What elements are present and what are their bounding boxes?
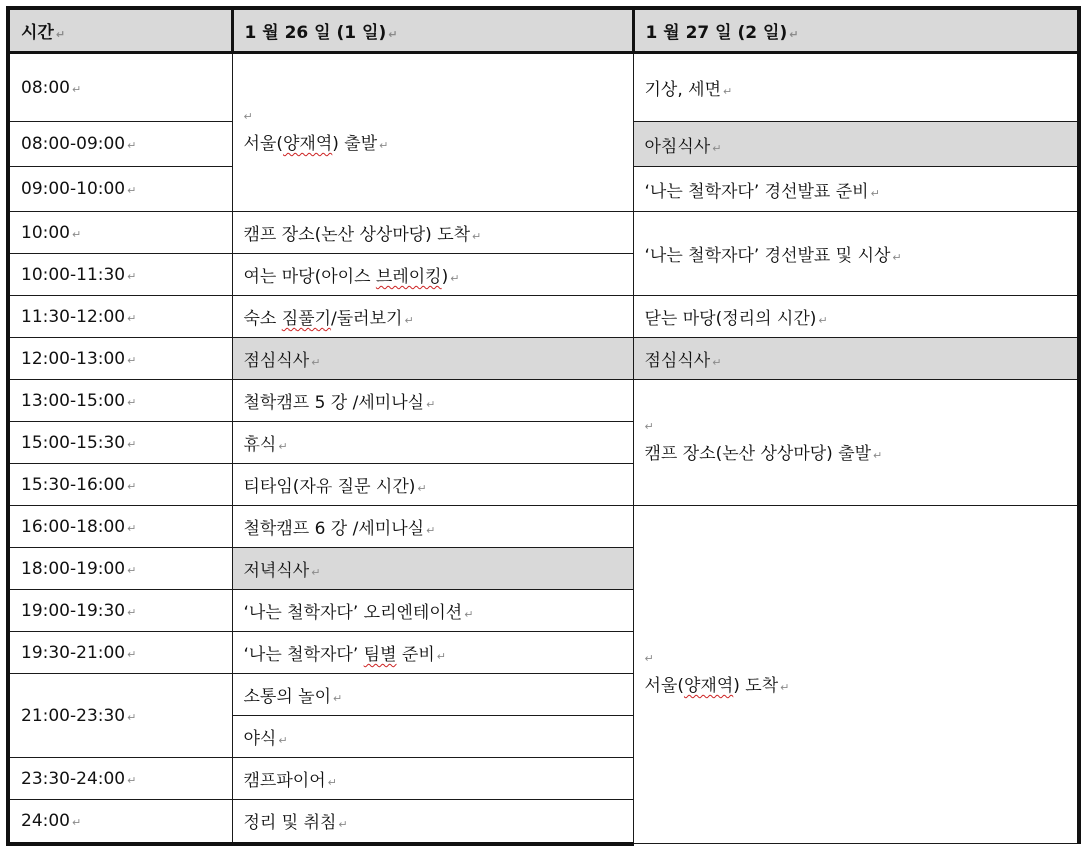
day2-wake-cell: 기상, 세면 ↵: [633, 53, 1079, 122]
time-cell: 10:00-11:30 ↵: [8, 254, 232, 296]
day1-play-cell: 소통의 놀이 ↵: [232, 674, 633, 716]
day1-team-cell: ‘나는 철학자다’ 팀별 준비 ↵: [232, 632, 633, 674]
header-day1: 1 월 26 일 (1 일) ↵: [232, 8, 633, 53]
time-cell: 18:00-19:00 ↵: [8, 548, 232, 590]
day2-prep-cell: ‘나는 철학자다’ 경선발표 준비 ↵: [633, 167, 1079, 212]
time-cell: 15:30-16:00 ↵: [8, 464, 232, 506]
time-cell: 12:00-13:00 ↵: [8, 338, 232, 380]
time-cell: 21:00-23:30 ↵: [8, 674, 232, 758]
table-row: [8, 506, 1079, 548]
header-row: [8, 8, 1079, 53]
day1-lodging-cell: 숙소 짐풀기/둘러보기 ↵: [232, 296, 633, 338]
table-row: [8, 53, 1079, 122]
table-row: [8, 338, 1079, 380]
day2-closing-cell: 닫는 마당(정리의 시간) ↵: [633, 296, 1079, 338]
day1-arrive-cell: 캠프 장소(논산 상상마당) 도착 ↵: [232, 212, 633, 254]
time-cell: 08:00-09:00 ↵: [8, 122, 232, 167]
day2-lunch-cell: 점심식사 ↵: [633, 338, 1079, 380]
day1-snack-cell: 야식 ↵: [232, 716, 633, 758]
time-cell: 16:00-18:00 ↵: [8, 506, 232, 548]
day2-contest-cell: ‘나는 철학자다’ 경선발표 및 시상 ↵: [633, 212, 1079, 296]
day1-camp5-cell: 철학캠프 5 강 /세미나실 ↵: [232, 380, 633, 422]
time-cell: 09:00-10:00 ↵: [8, 167, 232, 212]
day1-opening-cell: 여는 마당(아이스 브레이킹) ↵: [232, 254, 633, 296]
time-cell: 24:00 ↵: [8, 800, 232, 844]
time-cell: 19:00-19:30 ↵: [8, 590, 232, 632]
time-cell: 13:00-15:00 ↵: [8, 380, 232, 422]
schedule-table: [6, 6, 1081, 846]
time-cell: 19:30-21:00 ↵: [8, 632, 232, 674]
day1-rest-cell: 휴식 ↵: [232, 422, 633, 464]
time-cell: 10:00 ↵: [8, 212, 232, 254]
day1-dinner-cell: 저녁식사 ↵: [232, 548, 633, 590]
time-cell: 11:30-12:00 ↵: [8, 296, 232, 338]
table-row: [8, 212, 1079, 254]
time-cell: 15:00-15:30 ↵: [8, 422, 232, 464]
time-cell: 23:30-24:00 ↵: [8, 758, 232, 800]
day2-breakfast-cell: 아침식사 ↵: [633, 122, 1079, 167]
day1-campfire-cell: 캠프파이어 ↵: [232, 758, 633, 800]
header-time: 시간 ↵: [8, 8, 232, 53]
day1-camp6-cell: 철학캠프 6 강 /세미나실 ↵: [232, 506, 633, 548]
day1-lunch-cell: 점심식사 ↵: [232, 338, 633, 380]
day1-orientation-cell: ‘나는 철학자다’ 오리엔테이션 ↵: [232, 590, 633, 632]
day2-depart-cell: ↵ 캠프 장소(논산 상상마당) 출발 ↵: [633, 380, 1079, 506]
day1-teatime-cell: 티타임(자유 질문 시간) ↵: [232, 464, 633, 506]
time-cell: 08:00 ↵: [8, 53, 232, 122]
day1-depart-cell: ↵ 서울(양재역) 출발 ↵: [232, 53, 633, 212]
day2-arrive-cell: ↵ 서울(양재역) 도착 ↵: [633, 506, 1079, 844]
day1-sleep-cell: 정리 및 취침 ↵: [232, 800, 633, 844]
table-row: [8, 380, 1079, 422]
header-day2: 1 월 27 일 (2 일) ↵: [633, 8, 1079, 53]
table-row: [8, 296, 1079, 338]
